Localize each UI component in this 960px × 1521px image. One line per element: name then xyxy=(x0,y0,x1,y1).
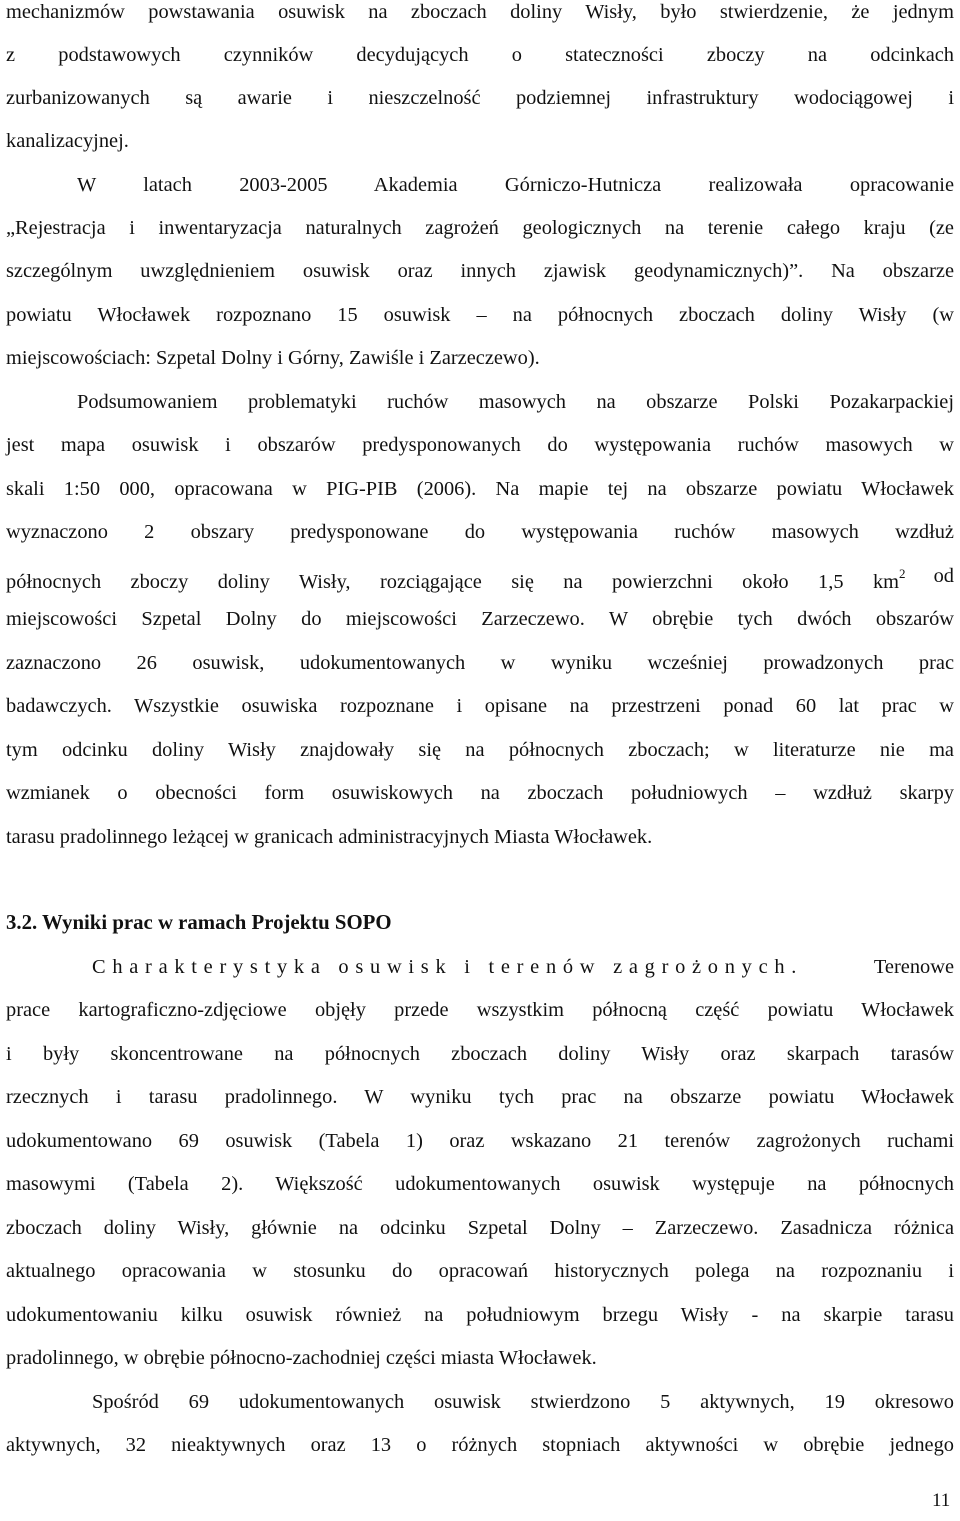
text-line: szczególnym uwzględnieniem osuwisk oraz innych zjawisk geodynamicznych)”. Na obszarze xyxy=(6,260,954,282)
text-line: kanalizacyjnej. xyxy=(6,130,129,152)
text-line-spaced xyxy=(92,953,954,981)
text-line: prace kartograficzno-zdjęciowe objęły przede wszystkim północną część powiatu Włocławek xyxy=(6,999,954,1021)
text-line: z podstawowych czynników decydujących o stateczności zboczy na odcinkach xyxy=(6,44,954,66)
text-line: W latach 2003-2005 Akademia Górniczo-Hutnicza realizowała opracowanie xyxy=(77,174,954,196)
text-line: Podsumowaniem problematyki ruchów masowych na obszarze Polski Pozakarpackiej xyxy=(77,391,954,413)
page-number: 11 xyxy=(932,1490,951,1511)
text-line: wzmianek o obecności form osuwiskowych na zboczach południowych – wzdłuż skarpy xyxy=(6,782,954,804)
text-line: jest mapa osuwisk i obszarów predysponowanych do występowania ruchów masowych w xyxy=(6,434,954,456)
text-line: pradolinnego, w obrębie północno-zachodniej części miasta Włocławek. xyxy=(6,1347,597,1369)
text-line: badawczych. Wszystkie osuwiska rozpoznane i opisane na przestrzeni ponad 60 lat prac w xyxy=(6,695,954,717)
text-line: mechanizmów powstawania osuwisk na zboczach doliny Wisły, było stwierdzenie, że jednym xyxy=(6,1,954,23)
text-line: wyznaczono 2 obszary predysponowane do występowania ruchów masowych wzdłuż xyxy=(6,521,954,543)
text-line: miejscowościach: Szpetal Dolny i Górny, Zawiśle i Zarzeczewo). xyxy=(6,347,540,369)
text-line: i były skoncentrowane na północnych zboczach doliny Wisły oraz skarpach tarasów xyxy=(6,1043,954,1065)
text-line-end: Terenowe xyxy=(873,956,954,978)
text-line-with-superscript xyxy=(6,562,954,593)
text-line-main: północnych zboczy doliny Wisły, rozciągające się na powierzchni około 1,5 km xyxy=(6,570,899,593)
text-line: tym odcinku doliny Wisły znajdowały się na północnych zboczach; w literaturze nie ma xyxy=(6,739,954,761)
text-line: udokumentowaniu kilku osuwisk również na południowym brzegu Wisły - na skarpie tarasu xyxy=(6,1304,954,1326)
text-line: aktywnych, 32 nieaktywnych oraz 13 o różnych stopniach aktywności w obrębie jednego xyxy=(6,1434,954,1456)
text-line: „Rejestracja i inwentaryzacja naturalnych zagrożeń geologicznych na terenie całego kraju (ze xyxy=(6,217,954,239)
text-line: rzecznych i tarasu pradolinnego. W wyniku tych prac na obszarze powiatu Włocławek xyxy=(6,1086,954,1108)
text-line-end: od xyxy=(933,565,954,587)
text-line: tarasu pradolinnego leżącej w granicach administracyjnych Miasta Włocławek. xyxy=(6,826,653,848)
text-line: zboczach doliny Wisły, głównie na odcinku Szpetal Dolny – Zarzeczewo. Zasadnicza różnica xyxy=(6,1217,954,1239)
superscript: 2 xyxy=(899,566,906,581)
text-line: powiatu Włocławek rozpoznano 15 osuwisk – na północnych zboczach doliny Wisły (w xyxy=(6,304,954,326)
text-line: masowymi (Tabela 2). Większość udokumentowanych osuwisk występuje na północnych xyxy=(6,1173,954,1195)
section-heading: 3.2. Wyniki prac w ramach Projektu SOPO xyxy=(6,911,392,934)
text-line: zaznaczono 26 osuwisk, udokumentowanych w wyniku wcześniej prowadzonych prac xyxy=(6,652,954,674)
text-line: aktualnego opracowania w stosunku do opracowań historycznych polega na rozpoznaniu i xyxy=(6,1260,954,1282)
text-line: miejscowości Szpetal Dolny do miejscowości Zarzeczewo. W obrębie tych dwóch obszarów xyxy=(6,608,954,630)
text-line: Spośród 69 udokumentowanych osuwisk stwierdzono 5 aktywnych, 19 okresowo xyxy=(92,1391,954,1413)
spaced-phrase: Charakterystyka osuwisk i terenów zagrożonych. xyxy=(92,956,804,978)
text-line: udokumentowano 69 osuwisk (Tabela 1) oraz wskazano 21 terenów zagrożonych ruchami xyxy=(6,1130,954,1152)
text-line: zurbanizowanych są awarie i nieszczelność podziemnej infrastruktury wodociągowej i xyxy=(6,87,954,109)
text-line: skali 1:50 000, opracowana w PIG-PIB (2006). Na mapie tej na obszarze powiatu Włocławek xyxy=(6,478,954,500)
